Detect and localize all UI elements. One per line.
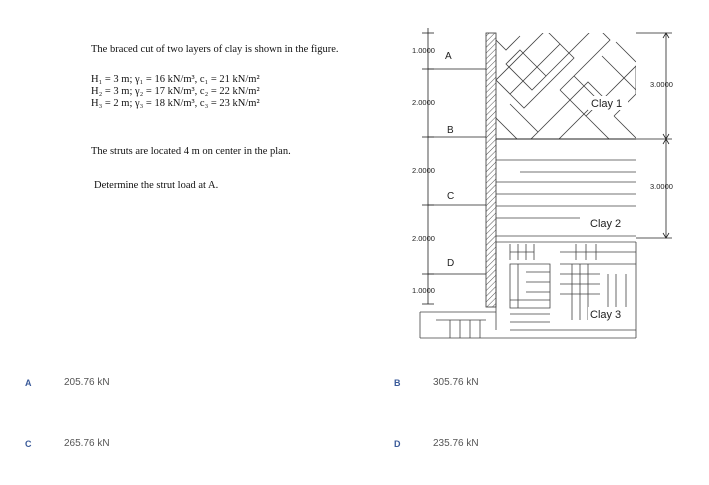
strut-label-d: D [447, 258, 455, 269]
strut-label-b: B [447, 125, 454, 136]
clay3-label: Clay 3 [590, 309, 622, 321]
dim-label-4: 2.0000 [412, 234, 435, 243]
choice-b[interactable] [394, 378, 594, 392]
choice-b-text: 305.76 kN [433, 377, 479, 388]
dim-label-clay1: 3.0000 [650, 80, 673, 89]
choice-a[interactable] [25, 378, 225, 392]
dim-label-clay2: 3.0000 [650, 182, 673, 191]
choice-c-letter: C [25, 439, 32, 449]
choice-a-text: 205.76 kN [64, 377, 110, 388]
question-line-layer2: H₂ = 3 m; γ₂ = 17 kN/m³, c₂ = 22 kN/m² [91, 86, 260, 97]
question-line-layer3: H₃ = 2 m; γ₃ = 18 kN/m³, c₃ = 23 kN/m² [91, 98, 260, 109]
clay1-pattern [496, 26, 636, 146]
braced-cut-figure [400, 20, 700, 340]
right-dimension-line [636, 33, 672, 238]
choice-c[interactable] [25, 439, 225, 453]
choice-d[interactable] [394, 439, 594, 453]
question-line-task: Determine the strut load at A. [94, 180, 219, 191]
clay3-pattern [420, 242, 636, 338]
question-line-intro: The braced cut of two layers of clay is shown in the figure. [91, 44, 339, 55]
struts [428, 69, 486, 274]
dim-label-1: 1.0000 [412, 46, 435, 55]
choice-a-letter: A [25, 378, 32, 388]
question-line-layer1: H₁ = 3 m; γ₁ = 16 kN/m³, c₁ = 21 kN/m² [91, 74, 260, 85]
sheet-pile-wall [486, 33, 496, 307]
choice-b-letter: B [394, 378, 401, 388]
dim-label-3: 2.0000 [412, 166, 435, 175]
dim-label-2: 2.0000 [412, 98, 435, 107]
strut-label-c: C [447, 191, 455, 202]
question-line-struts: The struts are located 4 m on center in the plan. [91, 146, 291, 157]
choice-d-letter: D [394, 439, 401, 449]
choice-c-text: 265.76 kN [64, 438, 110, 449]
braced-cut-diagram [400, 20, 700, 340]
dim-label-5: 1.0000 [412, 286, 435, 295]
strut-label-a: A [445, 51, 452, 62]
clay1-label: Clay 1 [591, 98, 623, 110]
clay2-label: Clay 2 [590, 218, 622, 230]
choice-d-text: 235.76 kN [433, 438, 479, 449]
